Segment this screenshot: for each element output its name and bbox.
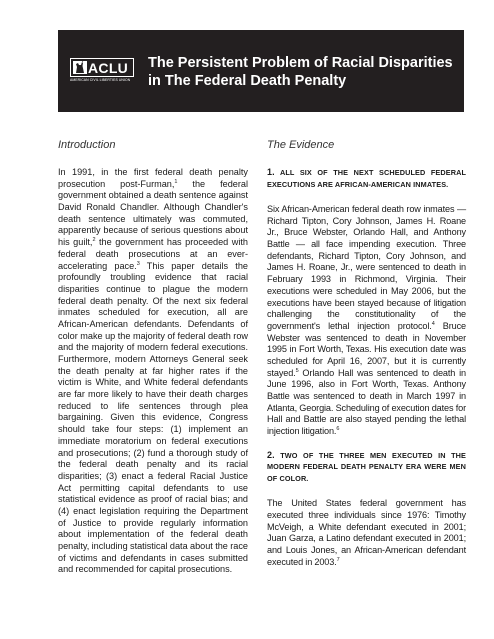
- point-1-paragraph: [267, 204, 466, 438]
- point-number: 2.: [267, 449, 275, 460]
- point-2-paragraph: [267, 498, 466, 568]
- point-2-heading: [267, 450, 466, 485]
- text-run: the federal government obtained a death sentence against David Ronald Chandler. Although Chandler's death sentence ultimately was commuted, apparently because of serious questions about his guilt,: [58, 178, 248, 248]
- footnote-ref[interactable]: 6: [336, 426, 340, 433]
- spacer: [267, 438, 466, 450]
- footnote-ref[interactable]: 7: [336, 556, 340, 563]
- logo-subtext: AMERICAN CIVIL LIBERTIES UNION: [70, 78, 131, 82]
- text-run: This paper details the profoundly troubling evidence that racial disparities continue to plague the modern federal death penalty. Of the next six federal inmates scheduled for execution, all are African-American defendants. Defendants of color make up the majority of federal death row and the majority of modern federal executions. Furthermore, modern Attorneys General seek the death penalty at far higher rates if the victim is White, and White federal defendants are far more likely to have their death charges reduced to life sentences through plea bargaining. Given this evidence, Congress should take four steps: (1) implement an immediate moratorium on federal executions and prosecutions; (2) fund a thorough study of the federal death penalty and its racial disparities; (3) enact a federal Racial Justice Act permitting capital defendants to use statistical evidence as proof of racial bias; and (4) enact legislation requiring the Department of Justice to provide regularly information about implementation of the federal death penalty, including statistical data about the race of victims and defendants in cases submitted and recommended for capital prosecutions.: [58, 260, 248, 575]
- statue-of-liberty-icon: [73, 61, 87, 74]
- evidence-heading: The Evidence: [267, 139, 335, 151]
- text-run: In 1991, in the first federal death penalty prosecution post-Furman,: [58, 167, 248, 189]
- footnote-ref[interactable]: 3: [136, 260, 140, 267]
- footnote-ref[interactable]: 5: [295, 367, 299, 374]
- text-run: The United States federal government has executed three individuals since 1976: Timothy McVeigh, a White defendant executed in 2001; Juan Garza, a Latino defendant executed in 2001; and Louis Jones, an African-American defendant executed in 2003.: [267, 498, 466, 567]
- footnote-ref[interactable]: 4: [431, 320, 435, 327]
- logo-wordmark: ACLU: [88, 60, 129, 76]
- introduction-column: [58, 138, 248, 576]
- footnote-ref[interactable]: 2: [92, 237, 96, 244]
- point-heading-text: ALL SIX OF THE NEXT SCHEDULED FEDERAL EXECUTIONS ARE AFRICAN-AMERICAN INMATES.: [267, 168, 466, 189]
- aclu-logo: [70, 58, 136, 85]
- text-run: the government has proceeded with federal death prosecutions at an ever-accelerating pace.: [58, 237, 248, 271]
- text-run: Orlando Hall was sentenced to death in June 1996, also in Fort Worth, Texas. Anthony Battle was sentenced to death in March 1997 in Atlanta, Georgia. Scheduling of execution dates for Hall and Battle are also stayed pending the lethal injection litigation.: [267, 367, 466, 437]
- point-number: 1.: [267, 167, 275, 177]
- point-1-heading: [267, 167, 466, 190]
- aclu-logo-box: [70, 58, 134, 77]
- footnote-ref[interactable]: 1: [174, 178, 178, 185]
- title-banner: [58, 30, 464, 112]
- point-heading-text: TWO OF THE THREE MEN EXECUTED IN THE MODERN FEDERAL DEATH PENALTY ERA WERE MEN OF COLOR.: [267, 450, 466, 483]
- document-title: The Persistent Problem of Racial Disparities in The Federal Death Penalty: [148, 55, 453, 89]
- evidence-column: [267, 138, 466, 568]
- text-run: Six African-American federal death row inmates — Richard Tipton, Cory Johnson, James H. Roane Jr., Bruce Webster, Orlando Hall, and Anthony Battle — all face impending execution. Three defendants, Richard Tipton, Cory Johnson, and James H. Roane, Jr., were sentenced to death in February 1993 in Richmond, Virginia. Their executions were scheduled in May 2006, but the executions have been stayed because of litigation challenging the constitutionality of the government's lethal injection protocol.: [267, 204, 466, 331]
- text-run: Bruce Webster was sentenced to death in November 1995 in Fort Worth, Texas. His execution date was scheduled for April 16, 2007, but it is currently stayed.: [267, 320, 466, 378]
- introduction-heading: Introduction: [58, 139, 116, 151]
- introduction-paragraph: [58, 167, 248, 576]
